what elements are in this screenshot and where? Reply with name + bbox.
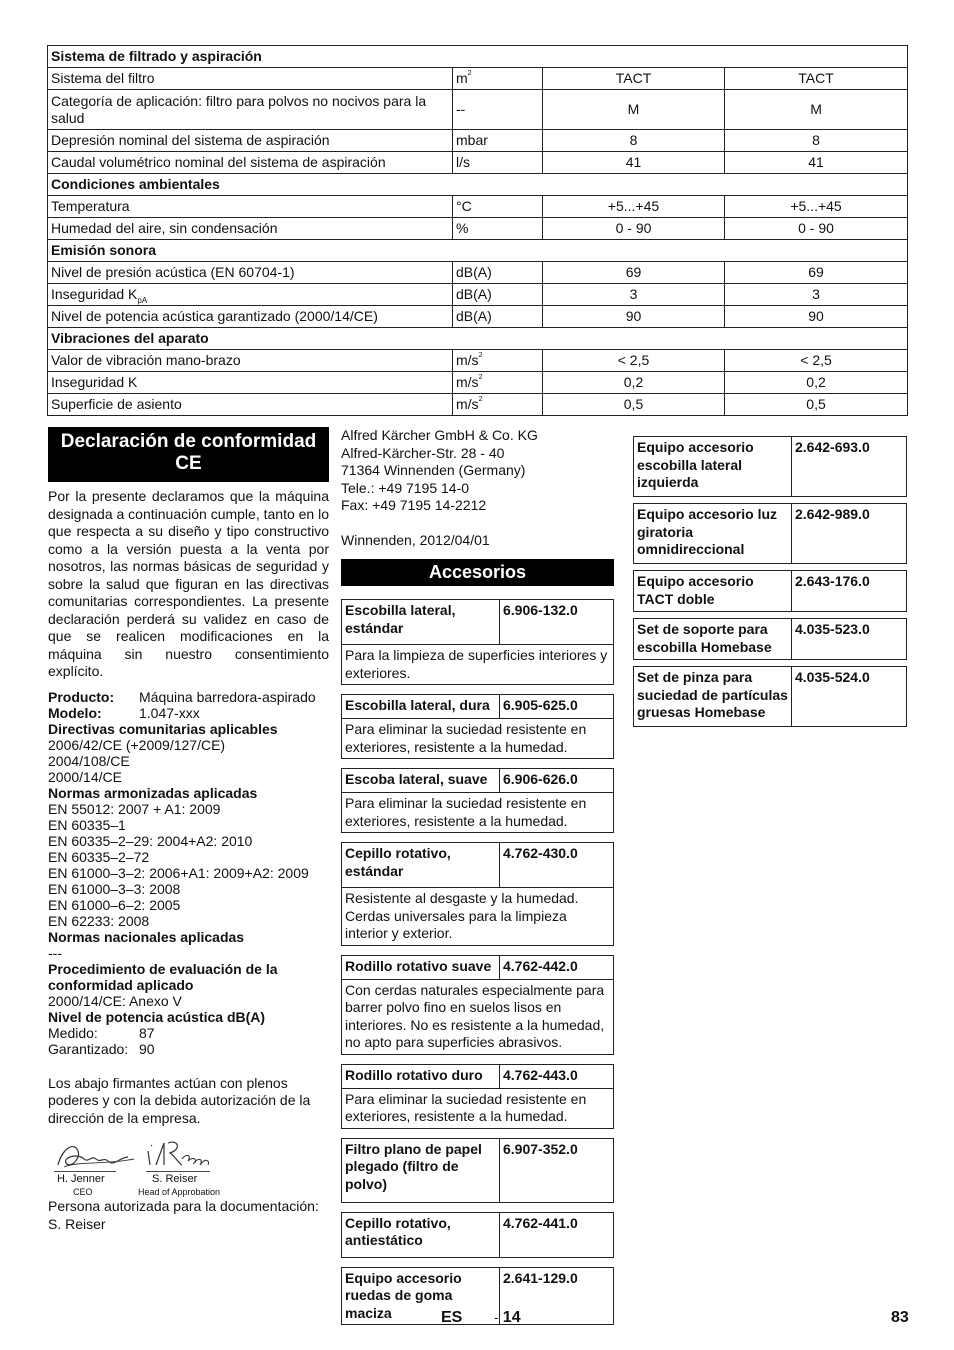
accessories-heading: Accesorios [341, 559, 614, 586]
accessory-header [342, 843, 613, 888]
signer-2-role: Head of Approbation [138, 1187, 221, 1197]
accessory-order-number: 4.762-443.0 [503, 1066, 578, 1083]
spec-section-row [48, 174, 908, 196]
spec-label: Humedad del aire, sin condensación [48, 218, 453, 240]
spec-value-2: 0 - 90 [725, 218, 908, 240]
spec-value-2: TACT [725, 68, 908, 90]
guaranteed-value: 90 [139, 1040, 155, 1057]
accessory-description: Para eliminar la suciedad resistente en exteriores, resistente a la humedad. [345, 1090, 587, 1124]
spec-section-title: Emisión sonora [48, 240, 908, 262]
accessory-item [633, 503, 907, 564]
spec-label: Superficie de asiento [48, 394, 453, 416]
accessory-header [342, 1139, 613, 1202]
spec-label: Nivel de potencia acústica garantizado (2000/14/CE) [48, 306, 453, 328]
signers-statement: Los abajo firmantes actúan con plenos poderes y con la debida autorización de la dirección de la empresa. [48, 1074, 311, 1126]
authorized-person-label: Persona autorizada para la documentación: [48, 1198, 319, 1214]
accessory-header [342, 695, 613, 719]
spec-row [48, 68, 908, 90]
spec-value-2: +5...+45 [725, 196, 908, 218]
spec-value-1: < 2,5 [543, 350, 725, 372]
spec-label: Valor de vibración mano-brazo [48, 350, 453, 372]
accessory-name: Set de pinza para suciedad de partículas gruesas Homebase [634, 667, 792, 726]
accessory-order-number: 4.035-524.0 [795, 669, 870, 685]
accessory-name: Escoba lateral, suave [342, 769, 500, 792]
accessory-order-number: 2.642-693.0 [795, 439, 870, 455]
model-value: 1.047-xxx [139, 704, 200, 721]
declaration-intro: Por la presente declaramos que la máquina designada a continuación cumple, tanto en lo que respecta a su diseño y tipo constructivo como a la versión puesta a la venta por nosotros, las normas básicas de seguridad y sobre la salud que figuran en las directivas comunitarias correspondientes. La presente declaración perderá su validez en caso de que se realicen modificaciones en la máquina sin nuestro consentimiento explícito. [48, 488, 329, 679]
accessory-name: Filtro plano de papel plegado (filtro de polvo) [342, 1139, 500, 1202]
standard-item: EN 55012: 2007 + A1: 2009 [48, 800, 221, 817]
accessory-name: Equipo accesorio escobilla lateral izquierda [634, 437, 792, 496]
accessories-list [341, 599, 614, 1325]
accessory-name: Escobilla lateral, estándar [342, 600, 500, 644]
spec-label: Categoría de aplicación: filtro para polvos no nocivos para la salud [48, 90, 453, 130]
spec-value-2: 41 [725, 152, 908, 174]
accessory-header [342, 956, 613, 980]
signatures-block [48, 1135, 329, 1215]
footer-page-local-number: 14 [498, 1309, 521, 1326]
national-standards-value: --- [48, 944, 62, 961]
accessory-description: Para la limpieza de superficies interiores y exteriores. [345, 647, 608, 681]
standard-item: EN 60335–2–29: 2004+A2: 2010 [48, 832, 253, 849]
spec-value-1: 41 [543, 152, 725, 174]
standard-item: EN 61000–6–2: 2005 [48, 896, 181, 913]
spec-unit-superscript: 2 [478, 396, 483, 404]
company-line: Tele.: +49 7195 14-0 [341, 479, 470, 496]
accessory-order-number: 6.906-132.0 [503, 602, 578, 618]
accessory-item [341, 1267, 614, 1326]
spec-unit-superscript: 2 [478, 374, 483, 382]
accessory-description: Resistente al desgaste y la humedad. Cerdas universales para la limpieza interior y exterior. [345, 890, 579, 941]
declaration-column [48, 427, 329, 1233]
accessory-name: Escobilla lateral, dura [342, 695, 500, 718]
accessory-order-number: 6.905-625.0 [503, 697, 578, 713]
spec-label: Depresión nominal del sistema de aspiración [48, 130, 453, 152]
spec-section-row [48, 328, 908, 350]
accessory-item [341, 955, 614, 1055]
signer-1-role: CEO [73, 1187, 93, 1197]
spec-value-1: 0 - 90 [543, 218, 725, 240]
spec-row [48, 130, 908, 152]
spec-label: Inseguridad $K_{pA}$ [48, 284, 453, 306]
spec-section-title: Vibraciones del aparato [48, 328, 908, 350]
accessory-name: Rodillo rotativo suave [342, 956, 500, 979]
accessory-name: Rodillo rotativo duro [342, 1065, 500, 1088]
measured-label: Medido: [48, 1024, 98, 1041]
spec-label-subscript: pA [137, 295, 148, 305]
spec-value-2: 69 [725, 262, 908, 284]
spec-value-2: 8 [725, 130, 908, 152]
spec-row [48, 372, 908, 394]
spec-value-2: M [725, 90, 908, 130]
spec-unit: $m/s^2$ [453, 372, 543, 394]
spec-unit: $m/s^2$ [453, 394, 543, 416]
spec-value-1: +5...+45 [543, 196, 725, 218]
spec-value-1: 0,2 [543, 372, 725, 394]
accessory-order-number: 6.906-626.0 [503, 771, 578, 787]
spec-label: Inseguridad K [48, 372, 453, 394]
accessory-name: Equipo accesorio TACT doble [634, 571, 792, 611]
company-address [341, 427, 614, 515]
company-line: Fax: +49 7195 14-2212 [341, 497, 487, 513]
standard-item: EN 62233: 2008 [48, 912, 150, 929]
accessory-name: Set de soporte para escobilla Homebase [634, 619, 792, 659]
signature-line-2 [146, 1171, 210, 1172]
accessory-order-number: 4.762-441.0 [503, 1214, 578, 1231]
accessory-order-number: 4.035-523.0 [795, 621, 870, 637]
accessory-order-number: 4.762-430.0 [503, 845, 578, 861]
company-and-accessories-column [341, 427, 614, 1325]
spec-row [48, 218, 908, 240]
spec-unit-superscript: 2 [478, 352, 483, 360]
accessory-item [633, 618, 907, 660]
spec-section-title: Sistema de filtrado y aspiración [48, 46, 908, 68]
spec-unit: $m/s^2$ [453, 350, 543, 372]
company-line: 71364 Winnenden (Germany) [341, 462, 526, 478]
spec-value-1: M [543, 90, 725, 130]
accessory-order-number: 2.643-176.0 [795, 573, 870, 589]
spec-value-2: 0,5 [725, 394, 908, 416]
spec-unit: mbar [453, 130, 543, 152]
company-line: Alfred-Kärcher-Str. 28 - 40 [341, 444, 505, 461]
spec-unit: % [453, 218, 543, 240]
accessory-header [342, 1213, 613, 1257]
spec-value-2: 90 [725, 306, 908, 328]
accessory-order-number: 2.641-129.0 [503, 1269, 578, 1286]
footer-language: ES [441, 1309, 463, 1326]
spec-unit: dB(A) [453, 284, 543, 306]
spec-unit: l/s [453, 152, 543, 174]
accessory-header [342, 769, 613, 793]
spec-unit: -- [453, 90, 543, 130]
directive-item: 2006/42/CE (+2009/127/CE) [48, 736, 226, 753]
technical-data-table [47, 45, 908, 416]
spec-value-1: 3 [543, 284, 725, 306]
authorized-person-name: S. Reiser [48, 1215, 106, 1232]
measured-row [48, 1025, 329, 1041]
spec-value-1: TACT [543, 68, 725, 90]
measured-value: 87 [139, 1024, 155, 1041]
guaranteed-label: Garantizado: [48, 1040, 129, 1057]
spec-value-1: 69 [543, 262, 725, 284]
spec-value-1: 0,5 [543, 394, 725, 416]
spec-row [48, 284, 908, 306]
standards-list [48, 801, 329, 929]
spec-row [48, 90, 908, 130]
spec-section-row [48, 46, 908, 68]
accessory-item [341, 768, 614, 833]
accessory-item [341, 1212, 614, 1258]
spec-row [48, 152, 908, 174]
procedure-value: 2000/14/CE: Anexo V [48, 992, 182, 1009]
spec-value-1: 90 [543, 306, 725, 328]
product-value: Máquina barredora-aspirado [139, 688, 316, 705]
spec-unit: $m^2$ [453, 68, 543, 90]
accessory-item [341, 1064, 614, 1129]
footer-page-local-dash: - [494, 1310, 499, 1325]
spec-value-1: 8 [543, 130, 725, 152]
spec-row [48, 306, 908, 328]
accessory-description: Para eliminar la suciedad resistente en exteriores, resistente a la humedad. [345, 795, 587, 829]
accessory-name: Equipo accesorio luz giratoria omnidireccional [634, 504, 792, 563]
spec-section-row [48, 240, 908, 262]
spec-label: Sistema del filtro [48, 68, 453, 90]
spec-unit: dB(A) [453, 262, 543, 284]
signer-1-name: H. Jenner [57, 1173, 105, 1185]
spec-value-2: 0,2 [725, 372, 908, 394]
spec-label: Nivel de presión acústica (EN 60704-1) [48, 262, 453, 284]
accessory-header [634, 619, 906, 659]
sound-power-title: Nivel de potencia acústica dB(A) [48, 1008, 266, 1025]
accessory-order-number: 2.642-989.0 [795, 506, 870, 522]
company-line: Alfred Kärcher GmbH & Co. KG [341, 427, 538, 443]
accessory-order-number: 4.762-442.0 [503, 957, 578, 974]
spec-row [48, 262, 908, 284]
accessory-header [342, 1268, 613, 1325]
accessory-item [341, 1138, 614, 1203]
signer-2-name: S. Reiser [152, 1173, 198, 1185]
spec-row [48, 196, 908, 218]
signature-line-1 [54, 1171, 116, 1172]
spec-row [48, 394, 908, 416]
standards-title: Normas armonizadas aplicadas [48, 784, 258, 801]
standard-item: EN 60335–2–72 [48, 848, 150, 865]
standard-item: EN 61000–3–2: 2006+A1: 2009+A2: 2009 [48, 864, 309, 881]
accessory-header [634, 571, 906, 611]
spec-value-2: 3 [725, 284, 908, 306]
declaration-heading: Declaración de conformidad CE [48, 427, 329, 482]
spec-label: Temperatura [48, 196, 453, 218]
accessory-header [634, 437, 906, 496]
accessory-item [341, 694, 614, 759]
standard-item: EN 60335–1 [48, 816, 126, 833]
directives-list [48, 737, 329, 785]
spec-label: Caudal volumétrico nominal del sistema de aspiración [48, 152, 453, 174]
directive-item: 2004/108/CE [48, 752, 130, 769]
accessory-description: Para eliminar la suciedad resistente en exteriores, resistente a la humedad. [345, 721, 587, 755]
national-standards-title: Normas nacionales aplicadas [48, 928, 245, 945]
footer-page-local [494, 1308, 521, 1328]
accessory-item [633, 436, 907, 497]
accessory-item [633, 666, 907, 727]
accessory-name: Equipo accesorio ruedas de goma maciza [342, 1268, 500, 1325]
spec-row [48, 350, 908, 372]
accessory-name: Cepillo rotativo, antiestático [342, 1213, 500, 1257]
accessory-header [634, 504, 906, 563]
directive-item: 2000/14/CE [48, 768, 122, 785]
standard-item: EN 61000–3–3: 2008 [48, 880, 181, 897]
accessory-item [633, 570, 907, 612]
model-row [48, 705, 329, 721]
spec-section-title: Condiciones ambientales [48, 174, 908, 196]
procedure-title: Procedimiento de evaluación de la conformidad aplicado [48, 960, 278, 993]
accessory-header [342, 600, 613, 645]
directives-title: Directivas comunitarias aplicables [48, 720, 278, 737]
product-label: Producto: [48, 688, 115, 705]
accessory-name: Cepillo rotativo, estándar [342, 843, 500, 887]
product-row [48, 689, 329, 705]
spec-unit-superscript: 2 [467, 70, 472, 78]
guaranteed-row [48, 1041, 329, 1057]
accessory-header [634, 667, 906, 726]
accessory-header [342, 1065, 613, 1089]
spec-unit: dB(A) [453, 306, 543, 328]
accessories-list-right [633, 436, 907, 727]
spec-value-2: < 2,5 [725, 350, 908, 372]
accessory-item [341, 599, 614, 685]
accessory-order-number: 6.907-352.0 [503, 1140, 578, 1157]
spec-unit: °C [453, 196, 543, 218]
accessory-item [341, 842, 614, 946]
accessory-description: Con cerdas naturales especialmente para barrer polvo fino en suelos lisos en interiores. No es resistente a la humedad, no apto para superficies abrasivos. [345, 981, 605, 1050]
declaration-date: Winnenden, 2012/04/01 [341, 531, 490, 548]
model-label: Modelo: [48, 704, 102, 721]
footer-page-number: 83 [891, 1309, 909, 1326]
